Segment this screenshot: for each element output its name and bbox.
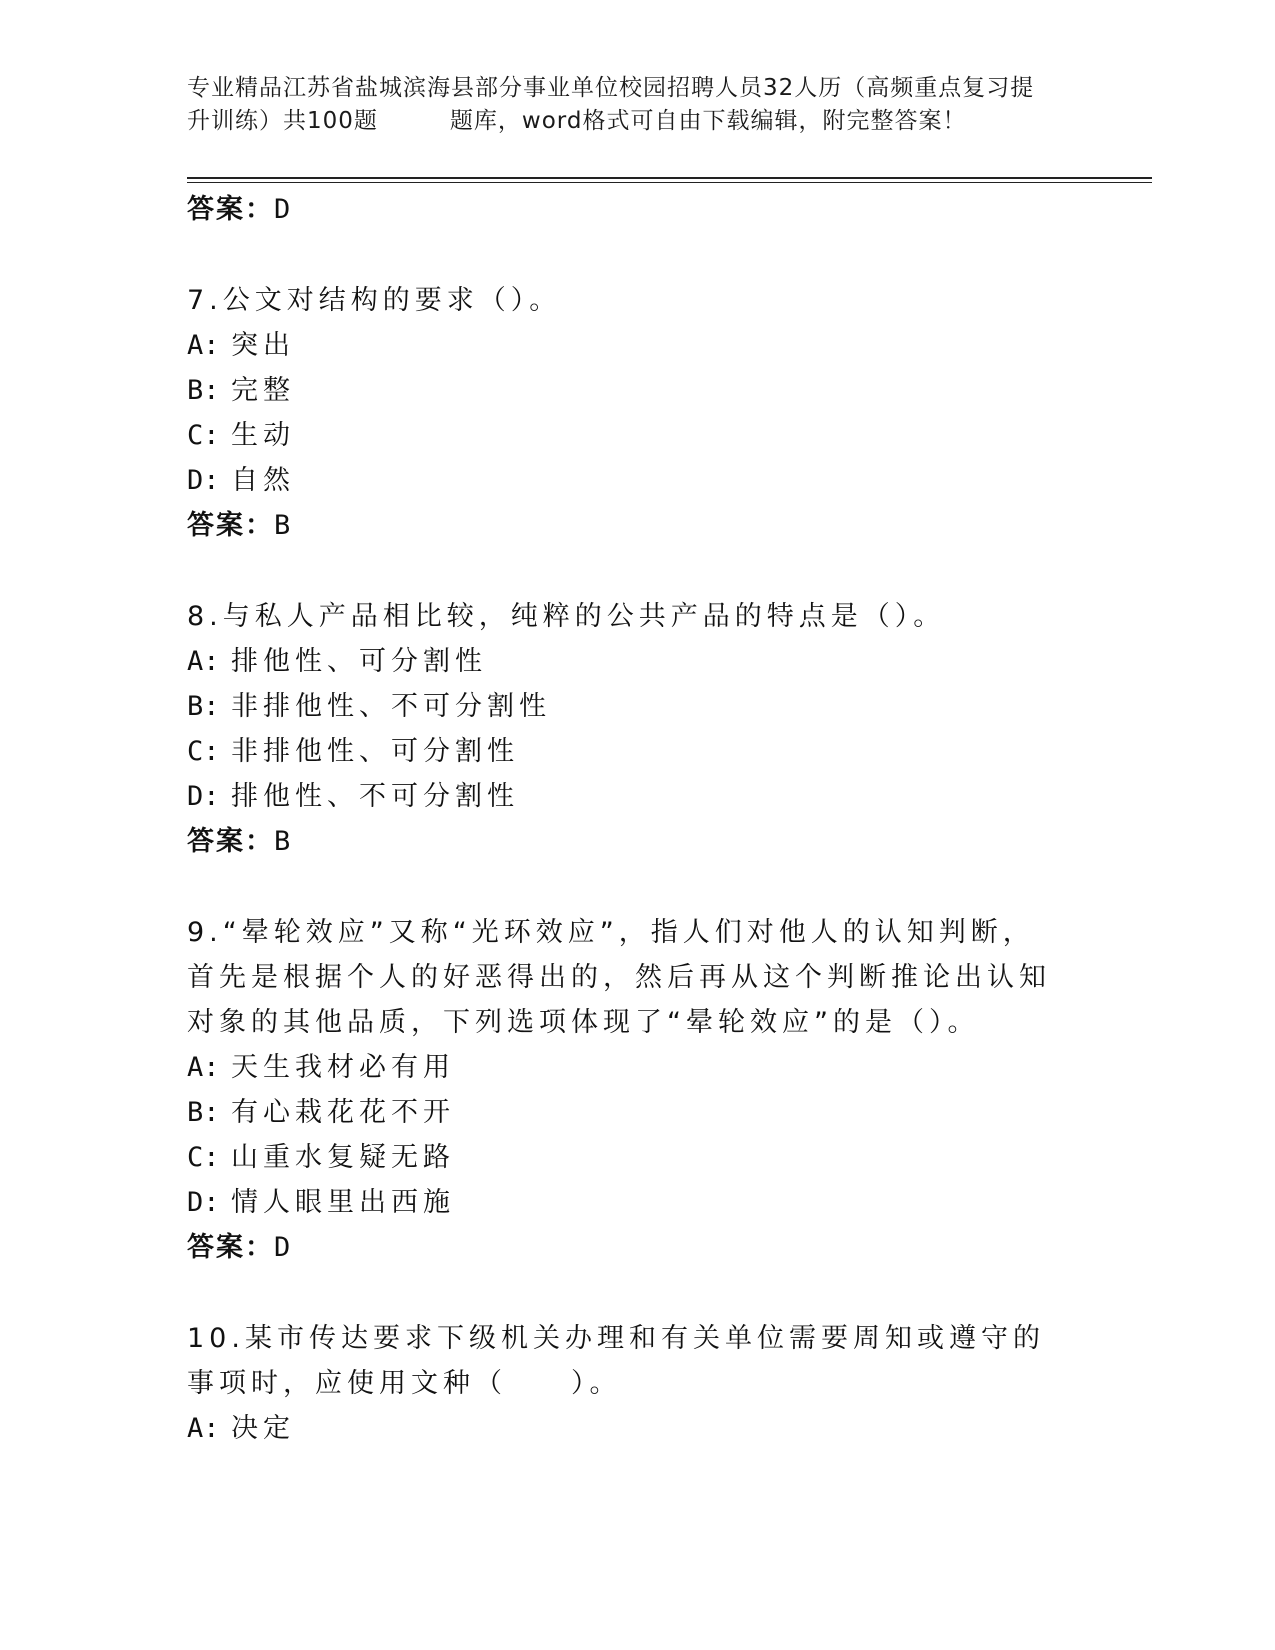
answer-line [187,819,1087,864]
option-text: 生动 [231,420,295,451]
option-d [187,1180,1087,1225]
option-text: 天生我材必有用 [231,1052,455,1083]
question-text: 10.某市传达要求下级机关办理和有关单位需要周知或遵守的事项时，应使用文种（ ）。 [187,1323,1045,1399]
option-key: D: [187,465,220,496]
option-key: A: [187,646,220,677]
answer-label: 答案： [187,826,274,857]
answer-line [187,1225,1087,1270]
answer-value: D [274,1232,293,1263]
option-text: 非排他性、不可分割性 [231,691,551,722]
question-block [187,278,1087,548]
option-b [187,1090,1087,1135]
option-d [187,774,1087,819]
question-list [187,187,1087,1451]
option-a [187,323,1087,368]
option-key: D: [187,781,220,812]
question-text: 9.“晕轮效应”又称“光环效应”，指人们对他人的认知判断，首先是根据个人的好恶得出的，然后再从这个判断推论出认知对象的其他品质，下列选项体现了“晕轮效应”的是（）。 [187,917,1051,1038]
option-b [187,368,1087,413]
header-divider-thick [187,177,1152,179]
option-a [187,639,1087,684]
option-text: 决定 [231,1413,295,1444]
answer-line-prev [187,187,1087,232]
option-key: B: [187,375,220,406]
option-text: 完整 [231,375,295,406]
question-block [187,1316,1087,1451]
question-block [187,594,1087,864]
header-divider-thin [187,182,1152,183]
answer-value: B [274,826,293,857]
header-line-2 [187,105,1067,138]
option-key: A: [187,1052,220,1083]
option-text: 非排他性、可分割性 [231,736,519,767]
option-text: 情人眼里出西施 [231,1187,455,1218]
option-key: A: [187,1413,220,1444]
header-line-2-part-a: 升训练）共100题 [187,108,378,134]
option-c [187,413,1087,458]
option-c [187,729,1087,774]
option-text: 有心栽花花不开 [231,1097,455,1128]
question-block [187,910,1087,1270]
answer-label: 答案： [187,510,274,541]
option-key: C: [187,1142,220,1173]
page-header [187,72,1067,138]
option-text: 自然 [231,465,295,496]
option-text: 山重水复疑无路 [231,1142,455,1173]
answer-value: B [274,510,293,541]
option-text: 排他性、可分割性 [231,646,487,677]
option-d [187,458,1087,503]
question-text: 7.公文对结构的要求（）。 [187,285,562,316]
answer-label: 答案： [187,1232,274,1263]
option-a [187,1045,1087,1090]
option-b [187,684,1087,729]
answer-value: D [274,194,293,225]
header-line-2-part-b: 题库，word格式可自由下载编辑，附完整答案！ [449,108,967,134]
question-text: 8.与私人产品相比较，纯粹的公共产品的特点是（）。 [187,601,946,632]
option-key: D: [187,1187,220,1218]
header-line-1: 专业精品江苏省盐城滨海县部分事业单位校园招聘人员32人历（高频重点复习提 [187,75,1035,101]
option-key: B: [187,691,220,722]
option-key: A: [187,330,220,361]
option-c [187,1135,1087,1180]
option-text: 排他性、不可分割性 [231,781,519,812]
option-key: C: [187,736,220,767]
option-key: C: [187,420,220,451]
option-text: 突出 [231,330,295,361]
option-a [187,1406,1087,1451]
answer-line [187,503,1087,548]
answer-label: 答案： [187,194,274,225]
option-key: B: [187,1097,220,1128]
